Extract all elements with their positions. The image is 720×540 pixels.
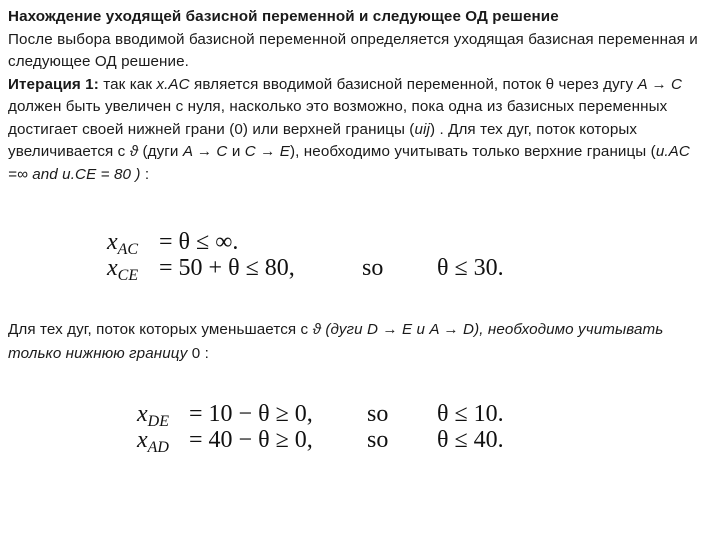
equation-lhs: $x_{AD}$ xyxy=(137,427,169,456)
decrease-text-4: ), необходимо учитывать только нижнюю границу xyxy=(8,321,664,362)
iteration-text-2: является вводимой базисной переменной, поток θ через дугу xyxy=(189,75,638,93)
equation-so: so xyxy=(362,255,384,281)
iteration-text-1: так как xyxy=(98,75,157,93)
equation-condition: = 40 − θ ≥ 0, xyxy=(189,427,313,453)
equation-result: θ ≤ 30. xyxy=(437,255,504,281)
iteration-label: Итерация 1: xyxy=(8,75,99,93)
equation-lhs: $x_{DE}$ xyxy=(137,401,169,430)
equation-x-ad xyxy=(137,426,537,454)
equation-x-de xyxy=(137,400,537,428)
arc-de: D → E xyxy=(366,321,413,338)
equation-x-ac xyxy=(107,228,527,256)
decrease-text-5: 0 : xyxy=(187,345,209,362)
equation-so: so xyxy=(367,401,389,427)
arc-c-e: C → E xyxy=(244,143,290,160)
decrease-text-3: и xyxy=(412,321,430,338)
equation-condition: = θ ≤ ∞. xyxy=(159,229,239,255)
decrease-text xyxy=(8,318,713,366)
arc-ac: A → C xyxy=(637,75,683,93)
iteration-text-5: (дуги xyxy=(138,143,183,160)
equation-result: θ ≤ 40. xyxy=(437,427,504,453)
iteration-text-7: ), необходимо учитывать только верхние границы ( xyxy=(289,143,656,160)
theta-symbol: ϑ xyxy=(129,143,139,160)
equation-condition: = 50 + θ ≤ 80, xyxy=(159,255,295,281)
iteration-text-3: должен быть увеличен с нуля, насколько это возможно, пока одна из базисных переменных достигает своей нижней грани (0) или верхней границы ( xyxy=(8,98,668,138)
slide-heading: Нахождение уходящей базисной переменной и следующее ОД решение xyxy=(8,8,559,25)
equation-condition: = 10 − θ ≥ 0, xyxy=(189,401,313,427)
var-xac: x.AC xyxy=(156,75,190,93)
uij: uij xyxy=(414,120,430,138)
equation-lhs: $x_{CE}$ xyxy=(107,255,139,284)
decrease-text-1: Для тех дуг, поток которых уменьшается с xyxy=(8,321,313,338)
decrease-text-2: (дуги xyxy=(321,321,367,338)
intro-paragraph: После выбора вводимой базисной переменной определяется уходящая базисная переменная и следующее ОД решение. xyxy=(8,30,698,70)
arc-a-c: A → C xyxy=(182,143,228,160)
iteration-text-8: : xyxy=(140,165,150,183)
equation-lhs: $x_{AC}$ xyxy=(107,229,139,258)
iteration-text-4: ) . Для тех дуг, поток которых увеличивается с xyxy=(8,120,638,160)
equation-x-ce xyxy=(107,254,527,282)
main-text xyxy=(8,6,708,186)
equation-result: θ ≤ 10. xyxy=(437,401,504,427)
arc-ad: A → D xyxy=(429,321,475,338)
upper-bounds: u.AC =∞ and u.CE = 80 ) xyxy=(8,143,690,183)
iteration-text-6: и xyxy=(227,143,245,160)
iteration-paragraph xyxy=(8,74,708,187)
equation-so: so xyxy=(367,427,389,453)
theta-symbol-2: ϑ xyxy=(312,321,322,338)
